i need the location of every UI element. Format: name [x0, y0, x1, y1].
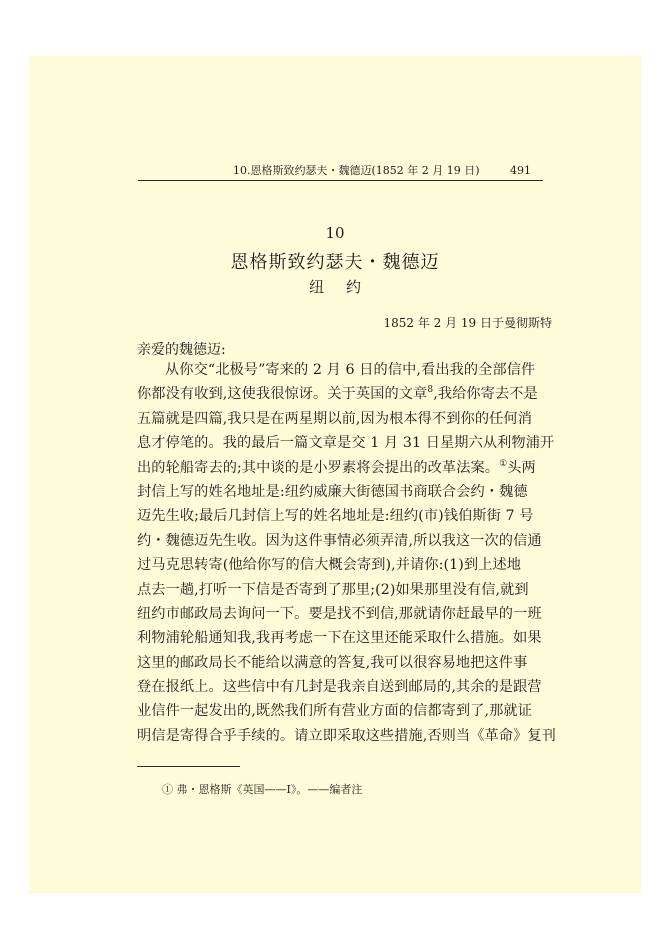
- body-line: 这里的邮政局长不能给以满意的答复,我可以很容易地把这件事: [137, 654, 528, 671]
- body-line: 过马克思转寄(他给你写的信大概会寄到),并请你:(1)到上述地: [137, 557, 522, 574]
- body-line: 五篇就是四篇,我只是在两星期以前,因为根本得不到你的任何消: [137, 410, 532, 427]
- body-line: 明信是寄得合乎手续的。请立即采取这些措施,否则当《革命》复刊: [137, 727, 556, 744]
- letter-destination: 纽约: [308, 278, 383, 296]
- header-rule: [138, 180, 543, 181]
- footnote-marker: ①: [499, 458, 508, 469]
- letter-body: [137, 358, 556, 748]
- salutation: 亲爱的魏德迈:: [137, 342, 226, 358]
- note-marker: 8: [427, 385, 434, 396]
- body-line: [137, 382, 549, 406]
- body-line: [137, 456, 549, 480]
- body-line: 约・魏德迈先生收。因为这件事情必须弄清,所以我这一次的信通: [137, 532, 542, 549]
- running-head-title: 10.恩格斯致约瑟夫・魏德迈(1852 年 2 月 19 日): [233, 164, 480, 177]
- footnote: ① 弗・恩格斯《英国——Ⅰ》。——编者注: [162, 783, 363, 796]
- body-line: 息才停笔的。我的最后一篇文章是交 1 月 31 日星期六从利物浦开: [137, 435, 555, 452]
- body-line: 迈先生收;最后几封信上写的姓名地址是:纽约(市)钱伯斯街 7 号: [137, 508, 534, 525]
- body-line-text: 你都没有收到,这使我很惊讶。关于英国的文章: [137, 386, 428, 403]
- letter-title: 恩格斯致约瑟夫・魏德迈: [230, 252, 440, 273]
- running-head: [138, 162, 543, 180]
- footnote-rule: [137, 766, 240, 767]
- body-line: 业信件一起发出的,既然我们所有营业方面的信都寄到了,那就证: [137, 703, 532, 720]
- page-number: 491: [510, 164, 531, 177]
- body-line-tail: 头两: [507, 459, 536, 476]
- body-line: 封信上写的姓名地址是:纽约威廉大街德国书商联合会约・魏德: [137, 483, 528, 500]
- dateline: 1852 年 2 月 19 日于曼彻斯特: [383, 316, 552, 330]
- body-line-tail: ,我给你寄去不是: [433, 386, 538, 403]
- letter-number: 10: [325, 224, 345, 242]
- body-line: 利物浦轮船通知我,我再考虑一下在这里还能采取什么措施。如果: [137, 630, 542, 647]
- body-line: 点去一趟,打听一下信是否寄到了那里;(2)如果那里没有信,就到: [137, 581, 529, 598]
- body-line: 纽约市邮政局去询问一下。要是找不到信,那就请你赶最早的一班: [137, 605, 542, 622]
- body-line: 登在报纸上。这些信中有几封是我亲自送到邮局的,其余的是跟营: [137, 679, 542, 696]
- body-line-text: 出的轮船寄去的;其中谈的是小罗素将会提出的改革法案。: [137, 459, 500, 476]
- body-line: 从你交“北极号”寄来的 2 月 6 日的信中,看出我的全部信件: [165, 362, 536, 378]
